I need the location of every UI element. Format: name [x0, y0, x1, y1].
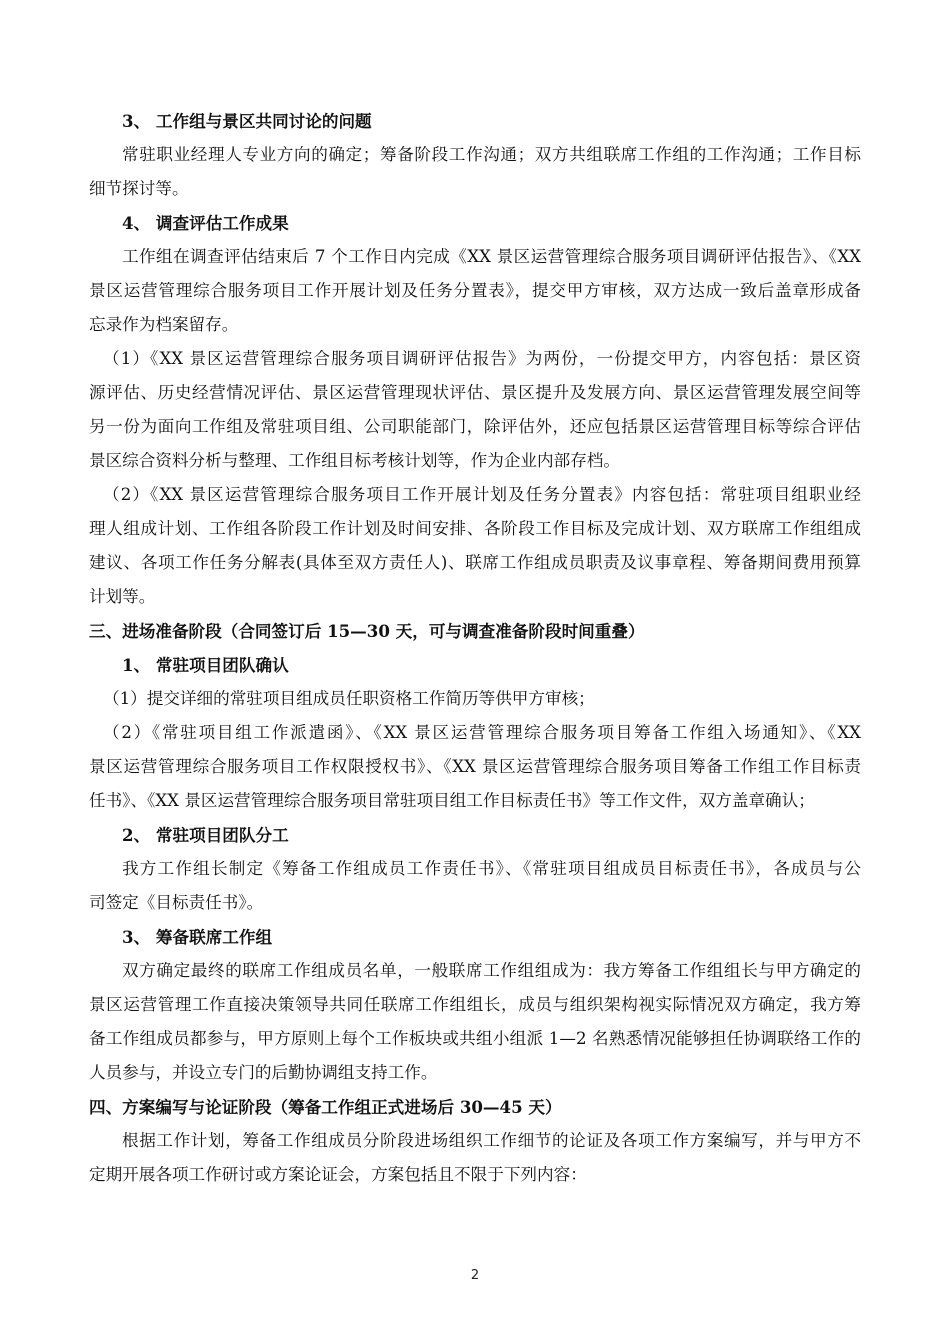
- list-item-line: （2）《XX 景区运营管理综合服务项目工作开展计划及任务分置表》内容包括：常驻项目组职业经: [103, 485, 861, 504]
- paragraph-line: 景区运营管理综合服务项目工作权限授权书》、《XX 景区运营管理综合服务项目筹备工作组工作目标责: [89, 757, 861, 776]
- paragraph-line: 双方确定最终的联席工作组成员名单，一般联席工作组组成为：我方筹备工作组组长与甲方确定的: [122, 961, 861, 980]
- list-item-line: （2）《常驻项目组工作派遣函》、《XX 景区运营管理综合服务项目筹备工作组入场通知》、《XX: [103, 723, 861, 742]
- list-item-line: （1）提交详细的常驻项目组成员任职资格工作简历等供甲方审核；: [103, 689, 595, 708]
- section-heading: 三、进场准备阶段（合同签订后 15—30 天，可与调查准备阶段时间重叠）: [89, 621, 645, 641]
- paragraph-line: 景区运营管理工作直接决策领导共同任联席工作组组长，成员与组织架构视实际情况双方确定，我方筹: [89, 995, 861, 1014]
- paragraph-line: 景区运营管理综合服务项目工作开展计划及任务分置表》，提交甲方审核，双方达成一致后盖章形成备: [89, 281, 861, 300]
- paragraph-line: 景区综合资料分析与整理、工作组目标考核计划等，作为企业内部存档。: [89, 451, 620, 470]
- paragraph-line: 备工作组成员都参与，甲方原则上每个工作板块或共组小组派 1—2 名熟悉情况能够担任协调联络工作的: [89, 1029, 861, 1048]
- list-item-line: （1）《XX 景区运营管理综合服务项目调研评估报告》为两份，一份提交甲方，内容包括：景区资: [103, 349, 861, 368]
- paragraph-line: 定期开展各项工作研讨或方案论证会，方案包括且不限于下列内容：: [89, 1165, 587, 1184]
- subsection-heading: 4、 调查评估工作成果: [122, 213, 289, 233]
- paragraph-line: 另一份为面向工作组及常驻项目组、公司职能部门，除评估外，还应包括景区运营管理目标等综合评估: [89, 417, 861, 436]
- subsection-heading: 2、 常驻项目团队分工: [122, 825, 289, 845]
- paragraph-line: 细节探讨等。: [89, 179, 189, 198]
- subsection-heading: 3、 工作组与景区共同讨论的问题: [122, 111, 372, 131]
- subsection-heading: 3、 筹备联席工作组: [122, 927, 273, 947]
- subsection-heading: 1、 常驻项目团队确认: [122, 655, 289, 675]
- paragraph-line: 计划等。: [89, 587, 156, 606]
- paragraph-line: 司签定《目标责任书》。: [89, 893, 264, 912]
- paragraph-line: 忘录作为档案留存。: [89, 315, 239, 334]
- paragraph-line: 任书》、《XX 景区运营管理综合服务项目常驻项目组工作目标责任书》等工作文件，双方盖章确认；: [89, 791, 815, 810]
- paragraph-line: 我方工作组长制定《筹备工作组成员工作责任书》、《常驻项目组成员目标责任书》，各成员与公: [122, 859, 861, 878]
- paragraph-line: 源评估、历史经营情况评估、景区运营管理现状评估、景区提升及发展方向、景区运营管理发展空间等: [89, 383, 861, 402]
- paragraph-line: 理人组成计划、工作组各阶段工作计划及时间安排、各阶段工作目标及完成计划、双方联席工作组组成: [89, 519, 861, 538]
- page-number: 2: [470, 1268, 480, 1283]
- paragraph-line: 建议、各项工作任务分解表(具体至双方责任人)、联席工作组成员职责及议事章程、筹备期间费用预算: [89, 553, 861, 572]
- document-body: [89, 104, 861, 1192]
- paragraph-line: 根据工作计划，筹备工作组成员分阶段进场组织工作细节的论证及各项工作方案编写，并与甲方不: [122, 1131, 861, 1150]
- paragraph-line: 人员参与，并设立专门的后勤协调组支持工作。: [89, 1063, 438, 1082]
- paragraph-line: 工作组在调查评估结束后 7 个工作日内完成《XX 景区运营管理综合服务项目调研评估报告》、《XX: [122, 247, 861, 266]
- section-heading: 四、方案编写与论证阶段（筹备工作组正式进场后 30—45 天）: [89, 1097, 562, 1117]
- paragraph-line: 常驻职业经理人专业方向的确定；筹备阶段工作沟通；双方共组联席工作组的工作沟通；工作目标: [122, 145, 861, 164]
